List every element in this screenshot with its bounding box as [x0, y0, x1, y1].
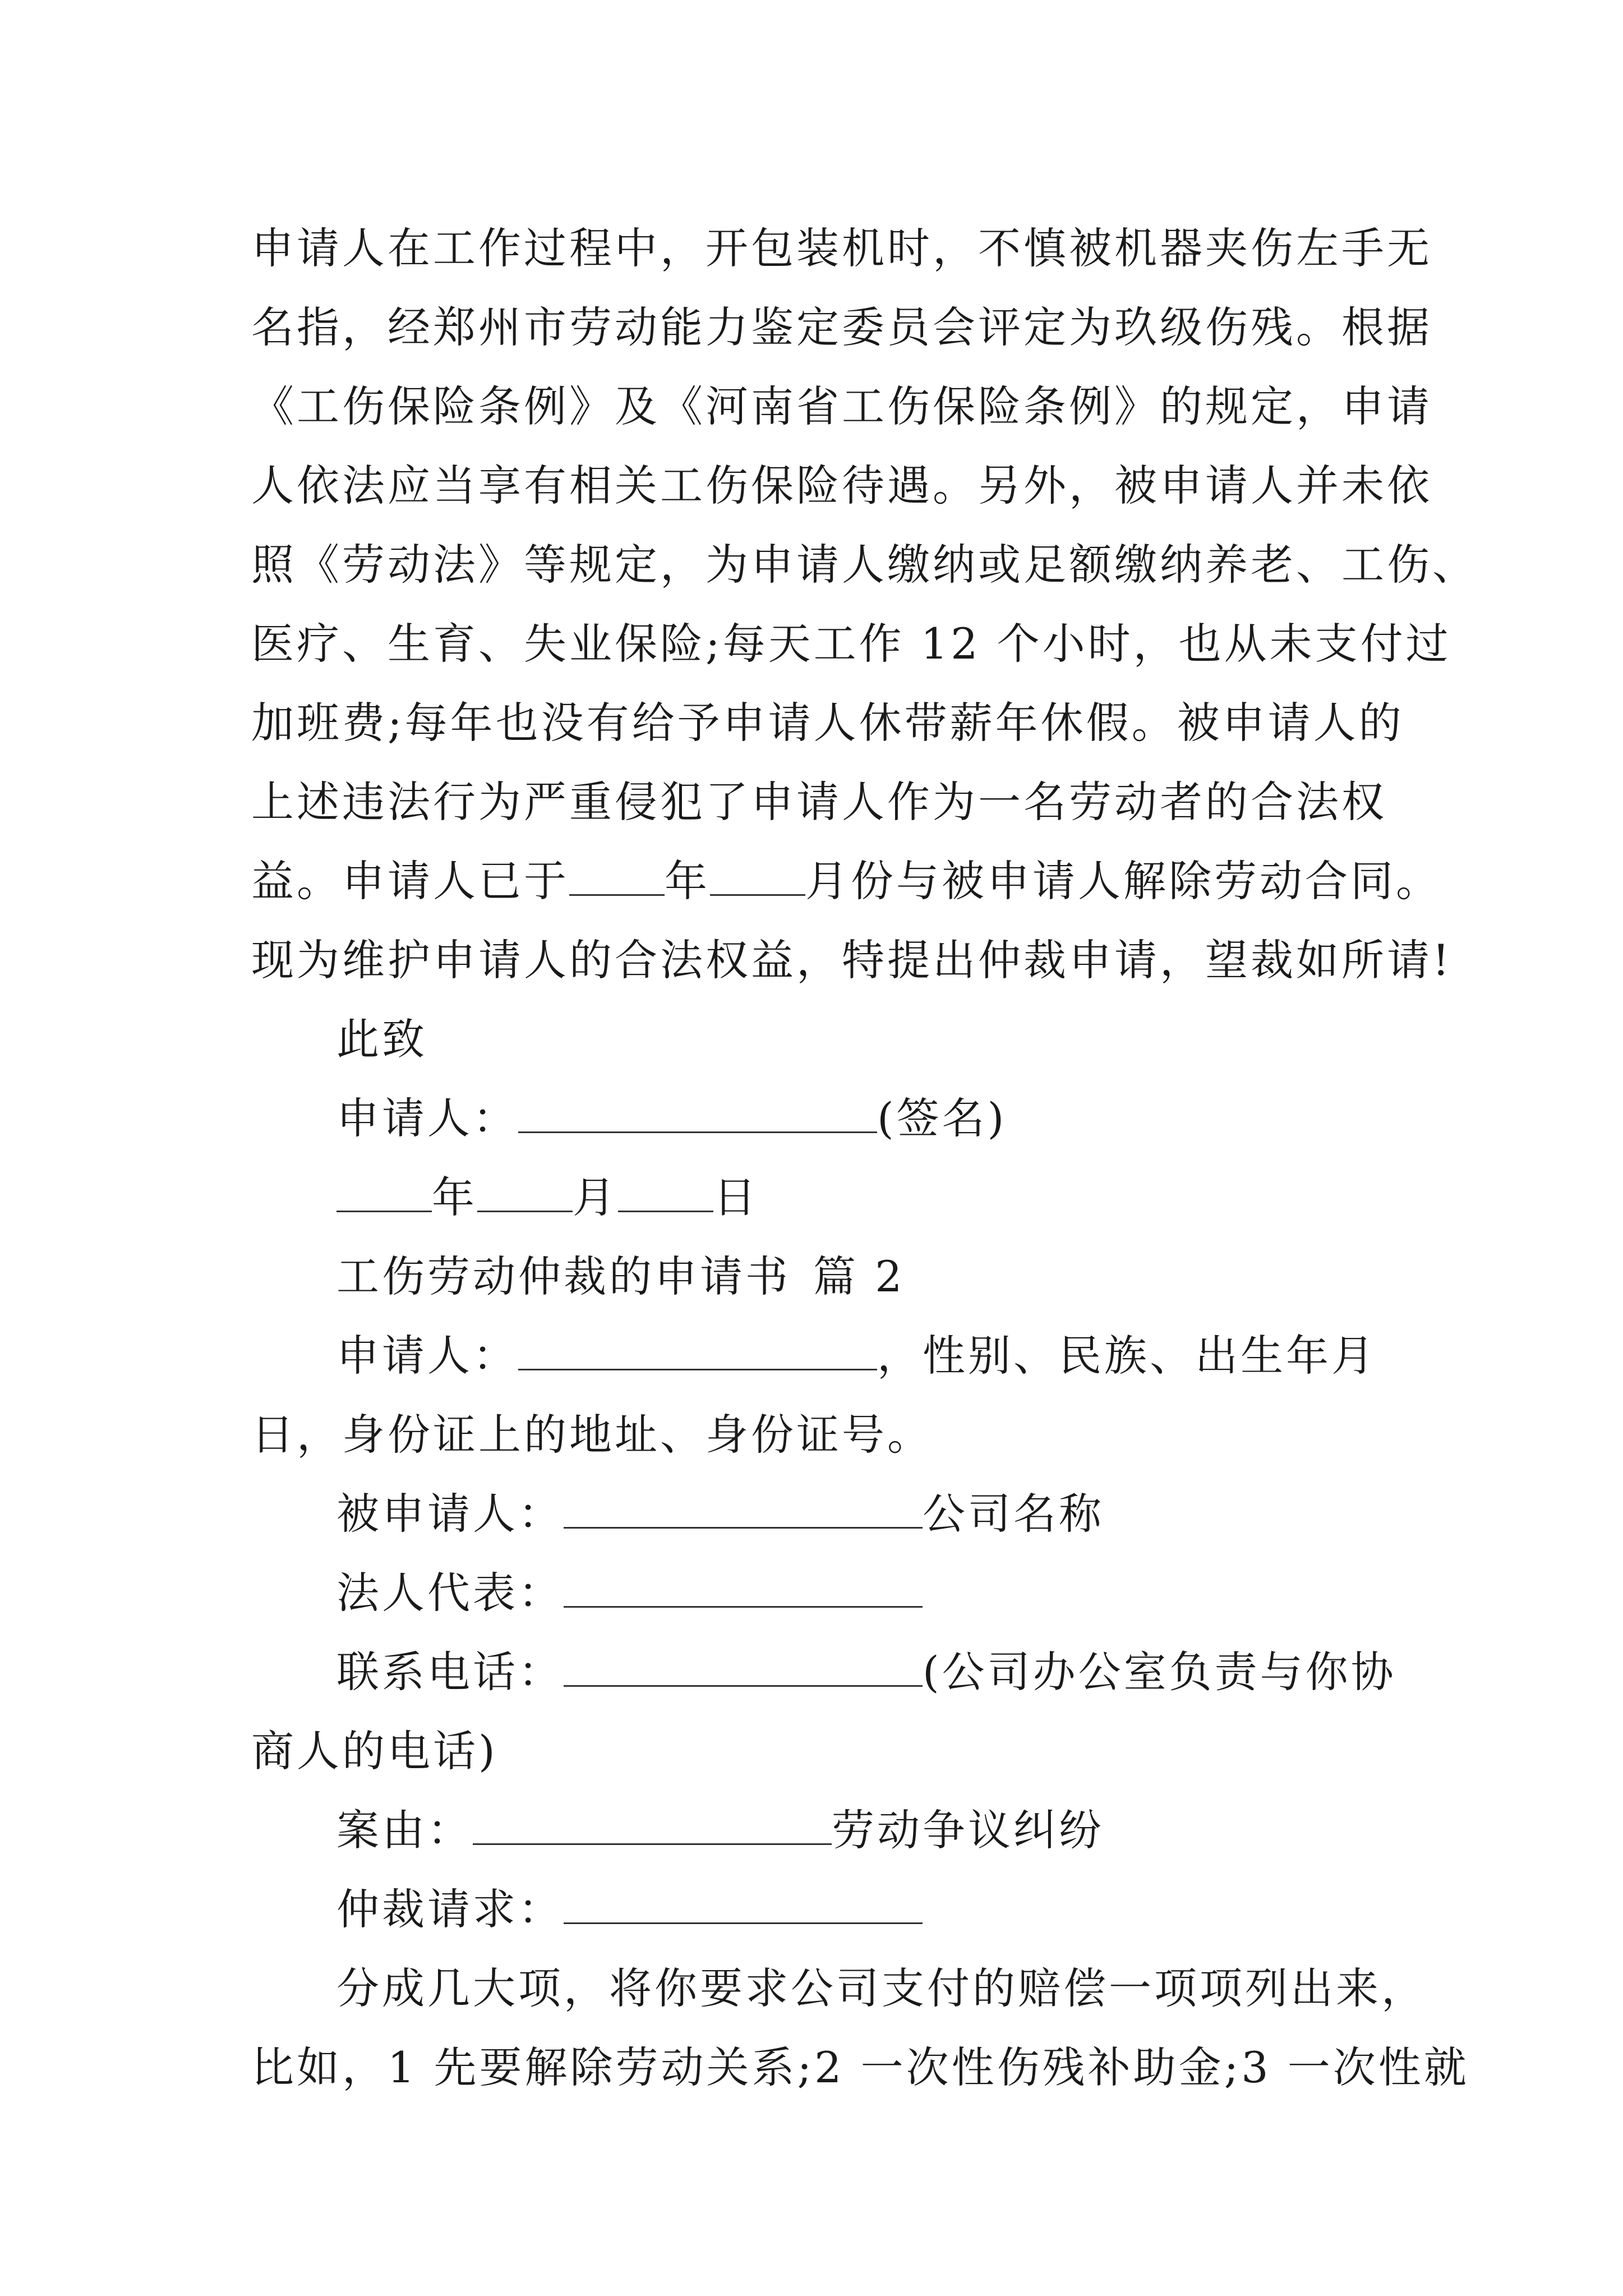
request-label-line	[251, 1870, 1384, 1949]
signature-year-label: 年	[432, 1172, 477, 1222]
respondent-line	[251, 1474, 1384, 1553]
paragraph-line: 加班费;每年也没有给予申请人休带薪年休假。被申请人的	[251, 698, 1404, 748]
signature-day-blank	[618, 1174, 713, 1212]
paragraph-line: 照《劳动法》等规定，为申请人缴纳或足额缴纳养老、工伤、	[251, 540, 1478, 590]
paragraph-line: 《工伤保险条例》及《河南省工伤保险条例》的规定，申请	[251, 381, 1432, 431]
phone-blank	[564, 1648, 923, 1687]
request-line-1: 分成几大项，将你要求公司支付的赔偿一项项列出来，	[336, 1963, 1427, 2013]
paragraph-line: 现为维护申请人的合法权益，特提出仲裁申请，望裁如所请!	[251, 935, 1453, 985]
termination-date-line	[251, 841, 1441, 921]
applicant-label: 申请人：	[336, 1331, 518, 1381]
paragraph-line: 申请人在工作过程中，开包装机时，不慎被机器夹伤左手无	[251, 223, 1432, 273]
legal-rep-blank	[564, 1569, 923, 1608]
paragraph-line: 人依法应当享有相关工伤保险待遇。另外，被申请人并未依	[251, 461, 1432, 510]
cause-suffix: 劳动争议纠纷	[832, 1805, 1104, 1855]
signature-year-blank	[336, 1174, 432, 1212]
signature-day-label: 日	[713, 1172, 759, 1222]
legal-rep-label: 法人代表：	[336, 1568, 564, 1618]
salutation: 此致	[336, 1014, 427, 1064]
paragraph-line: 上述违法行为严重侵犯了申请人作为一名劳动者的合法权	[251, 777, 1387, 827]
request-label: 仲裁请求：	[336, 1884, 564, 1934]
cause-blank	[473, 1806, 832, 1845]
request-line-2: 比如，1 先要解除劳动关系;2 一次性伤残补助金;3 一次性就	[251, 2042, 1469, 2092]
phone-line	[251, 1632, 1396, 1711]
respondent-blank	[564, 1490, 923, 1529]
respondent-suffix: 公司名称	[923, 1489, 1104, 1539]
request-blank	[564, 1885, 923, 1924]
termination-text-start: 益。申请人已于	[251, 856, 569, 906]
termination-year-label: 年	[665, 856, 710, 906]
section-title	[251, 1237, 1384, 1316]
applicant-blank	[518, 1332, 877, 1370]
section-title-text: 工伤劳动仲裁的申请书	[336, 1251, 791, 1301]
phone-label: 联系电话：	[336, 1647, 564, 1697]
signature-note: (签名)	[877, 1093, 1007, 1143]
signature-month-blank	[477, 1174, 573, 1212]
applicant-suffix: ，性别、民族、出生年月	[877, 1331, 1377, 1381]
termination-text-end: 月份与被申请人解除劳动合同。	[805, 856, 1441, 906]
signature-blank	[518, 1094, 877, 1133]
document-body	[251, 209, 1478, 2107]
termination-year-blank	[569, 857, 665, 896]
applicant-line	[251, 1316, 1384, 1395]
phone-suffix: (公司办公室负责与你协	[923, 1647, 1396, 1697]
phone-line-2: 商人的电话)	[251, 1726, 498, 1776]
signature-line	[251, 1079, 1384, 1158]
signature-date-line	[251, 1158, 1384, 1237]
respondent-label: 被申请人：	[336, 1489, 564, 1539]
applicant-line-2: 日，身份证上的地址、身份证号。	[251, 1410, 933, 1460]
signature-month-label: 月	[573, 1172, 618, 1222]
paragraph-line: 名指，经郑州市劳动能力鉴定委员会评定为玖级伤残。根据	[251, 302, 1432, 352]
section-part-label: 篇 2	[813, 1251, 905, 1301]
cause-label: 案由：	[336, 1805, 473, 1855]
legal-rep-line	[251, 1553, 1384, 1632]
signature-applicant-label: 申请人：	[336, 1093, 518, 1143]
paragraph-line: 医疗、生育、失业保险;每天工作 12 个小时，也从未支付过	[251, 619, 1451, 669]
termination-month-blank	[710, 857, 805, 896]
cause-line	[251, 1791, 1384, 1870]
